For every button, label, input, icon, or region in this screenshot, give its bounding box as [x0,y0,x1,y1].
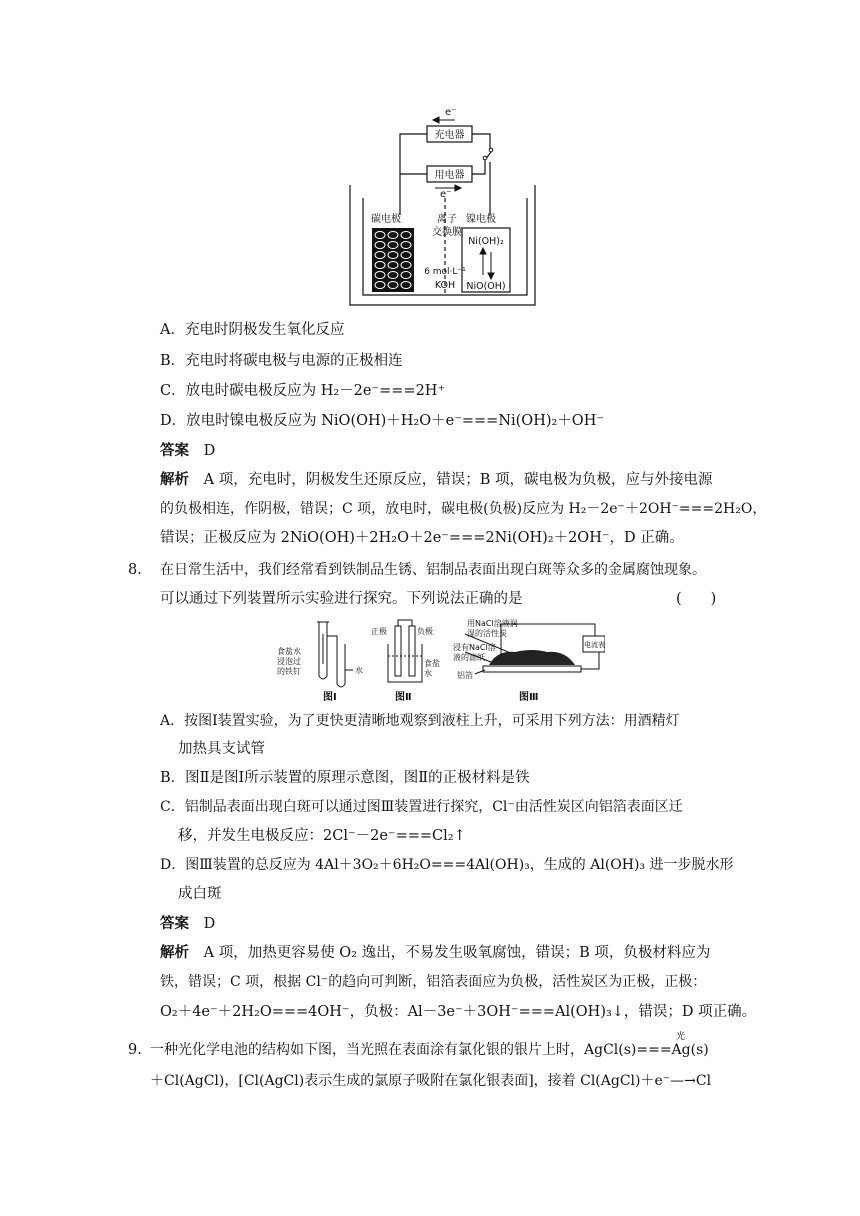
fig3-paper-label-2: 液的滤纸 [453,653,485,662]
fig2-positive-label: 正极 [371,627,387,636]
nioh-label: NiO(OH) [466,281,506,292]
fig2-negative-label: 负极 [417,627,433,636]
q9-stem-line-2: ＋Cl(AgCl)，[Cl(AgCl)表示生成的氯原子吸附在氯化银表面]，接着 Cl(AgCl)＋e⁻—→Cl [150,1073,712,1089]
fig3-paper-label-1: 浸有NaCl溶 [453,643,496,652]
fig3-foil-label: 铝箔 [457,671,473,680]
fig2-salt-label-1: 食盐 [424,659,440,668]
q7-option-d: D．放电时镍电极反应为 NiO(OH)＋H₂O＋e⁻===Ni(OH)₂＋OH⁻ [160,413,604,429]
q7-analysis-line-1: 解析 A 项，充电时，阴极发生还原反应，错误；B 项，碳电极为负极，应与外接电源 [160,471,713,488]
q8-analysis-line-3: O₂＋4e⁻＋2H₂O===4OH⁻，负极：Al－3e⁻＋3OH⁻===Al(OH)₃↓，错误；D 项正确。 [160,1004,757,1020]
membrane-label-2: 交换膜 [432,227,462,238]
q7-answer [160,441,215,461]
q8-answer-bracket: ( ) [676,591,717,607]
fig2-salt-label-2: 水 [424,669,432,678]
fig1-nail-label-3: 的铁钉 [277,667,301,676]
charger-label: 充电器 [434,130,465,141]
activated-carbon-pile [489,650,575,665]
q8-option-c-line-2: 移，并发生电极反应：2Cl⁻－2e⁻===Cl₂↑ [178,828,466,844]
fig1-nail-label-1: 食盐水 [277,647,301,656]
q8-option-c-line-1: C．铝制品表面出现白斑可以通过图Ⅲ装置进行探究，Cl⁻由活性炭区向铝箔表面区迁 [160,799,683,815]
q8-option-b: B．图Ⅱ是图Ⅰ所示装置的原理示意图，图Ⅱ的正极材料是铁 [160,770,530,786]
q8-analysis-line-1: 解析 A 项，加热更容易使 O₂ 逸出，不易发生吸氧腐蚀，错误；B 项，负极材料应为 [160,944,711,961]
q9-light-condition: 光 [676,1032,686,1042]
nickel-electrode-label: 镍电极 [466,214,496,225]
q7-option-b: B．充电时将碳电极与电源的正极相连 [160,353,403,369]
corrosion-figures [275,614,605,704]
q8-option-a-line-1: A．按图Ⅰ装置实验，为了更快更清晰地观察到液柱上升，可采用下列方法：用酒精灯 [160,713,680,729]
q8-option-a-line-2: 加热具支试管 [178,741,265,757]
q7-option-c: C．放电时碳电极反应为 H₂－2e⁻===2H⁺ [160,383,446,399]
concentration-label: 6 mol·L⁻¹ [424,267,466,277]
q8-stem-line-2: 可以通过下列装置所示实验进行探究。下列说法正确的是 [160,591,523,607]
q8-stem-line-1: 在日常生活中，我们经常看到铁制品生锈、铝制品表面出现白斑等众多的金属腐蚀现象。 [160,562,706,578]
fig3-caption: 图Ⅲ [519,692,539,703]
fig1-nail-label-2: 浸泡过 [277,657,301,666]
membrane-label-1: 离子 [437,214,457,225]
q8-option-d-line-1: D．图Ⅲ装置的总反应为 4Al＋3O₂＋6H₂O===4Al(OH)₃，生成的 Al(OH)₃ 进一步脱水形 [160,857,734,873]
q7-option-a: A．充电时阴极发生氧化反应 [160,322,345,338]
q7-analysis-line-2: 的负极相连，作阴极，错误；C 项，放电时，碳电极(负极)反应为 H₂－2e⁻＋2OH⁻===2H₂O， [160,501,767,517]
fig1-caption: 图Ⅰ [323,692,337,703]
battery-diagram [345,100,545,310]
fig2-caption: 图Ⅱ [395,692,412,703]
answer-label: 答案 [160,915,189,932]
electron-label-top: e⁻ [445,107,457,118]
q9-number: 9. [128,1042,142,1058]
niohh2-label: Ni(OH)₂ [468,236,504,247]
answer-label: 答案 [160,442,189,459]
fig1-water-label: 水 [355,666,363,675]
q8-number: 8. [128,562,142,578]
carbon-electrode-block [372,228,414,292]
answer-value: D [203,916,216,932]
fig3-carbon-label-2: 湿的活性炭 [467,629,507,638]
q8-option-d-line-2: 成白斑 [178,886,222,902]
fig3-carbon-label-1: 用NaCl溶液润 [467,619,518,628]
q8-answer [160,914,215,934]
consumer-label: 用电器 [434,170,465,181]
analysis-label: 解析 [160,471,189,488]
koh-label: KOH [434,280,456,291]
q8-analysis-line-2: 铁，错误；C 项，根据 Cl⁻的趋向可判断，铝箔表面应为负极，活性炭区为正极，正极： [160,974,707,990]
q9-stem-line-1: 一种光化学电池的结构如下图，当光照在表面涂有氯化银的银片上时，AgCl(s)===Ag(s) [150,1042,709,1058]
electron-label-bottom: e⁻ [440,189,452,200]
analysis-label: 解析 [160,944,189,961]
answer-value: D [203,443,216,459]
carbon-electrode-label: 碳电极 [371,214,401,225]
fig3-meter-label: 电流表 [584,641,605,649]
q7-analysis-line-3: 错误；正极反应为 2NiO(OH)＋2H₂O＋2e⁻===2Ni(OH)₂＋2OH⁻，D 正确。 [160,530,684,546]
